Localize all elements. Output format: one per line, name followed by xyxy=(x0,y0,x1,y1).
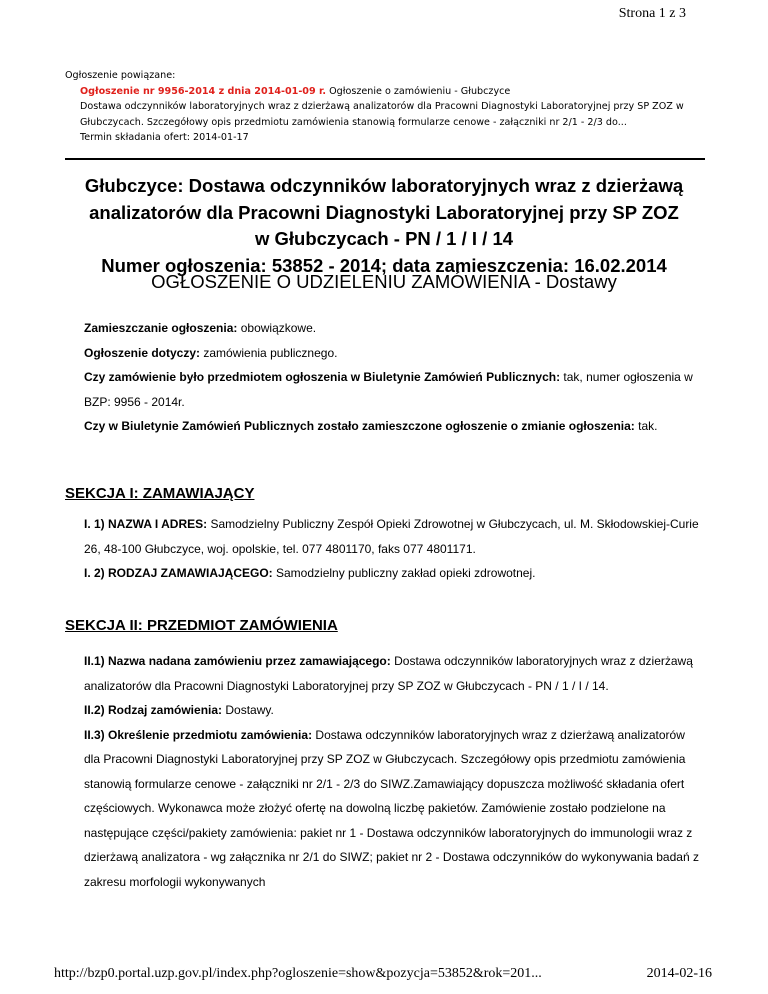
related-type: Ogłoszenie o zamówieniu - Głubczyce xyxy=(329,85,511,97)
section2-content xyxy=(84,649,704,894)
section2-item: II.3) Określenie przedmiotu zamówienia: Dostawa odczynników laboratoryjnych wraz z dzierżawą analizatorów dla Pracowni Diagnostyki Laboratoryjnej przy SP ZOZ w Głubczycach. Szczegółowy opis przedmiotu zamówienia stanowią formularze cenowe - załączniki nr 2/1 - 2/3 do SIWZ.Zamawiający dopuszcza możliwość składania ofert częściowych. Wykonawca może złożyć ofertę na dowolną liczbę pakietów. Zamówienie zostało podzielone na następujące części/pakiety zamówienia: pakiet nr 1 - Dostawa odczynników laboratoryjnych do immunologii wraz z dzierżawą analizatora - wg załącznika nr 2/1 do SIWZ; pakiet nr 2 - Dostawa odczynników do wykonywania badań z zakresu morfologii wykonywanych xyxy=(84,727,699,889)
general-item: Czy zamówienie było przedmiotem ogłoszenia w Biuletynie Zamówień Publicznych: tak, numer ogłoszenia w BZP: 9956 - 2014r. xyxy=(84,370,693,409)
general-item: Zamieszczanie ogłoszenia: obowiązkowe. xyxy=(84,321,317,335)
section1-item: I. 1) NAZWA I ADRES: Samodzielny Publiczny Zespół Opieki Zdrowotnej w Głubczycach, ul. M. Skłodowskiej-Curie 26, 48-100 Głubczyce, woj. opolskie, tel. 077 4801170, faks 077 4801171. xyxy=(84,517,699,556)
general-item: Ogłoszenie dotyczy: zamówienia publicznego. xyxy=(84,345,338,360)
section2-item: II.2) Rodzaj zamówienia: Dostawy. xyxy=(84,703,274,717)
section2-heading: SEKCJA II: PRZEDMIOT ZAMÓWIENIA xyxy=(65,617,338,634)
related-notice xyxy=(65,68,705,146)
related-label: Ogłoszenie powiązane: xyxy=(65,70,176,81)
notice-number: Numer ogłoszenia: 53852 - 2014; data zamieszczenia: 16.02.2014 xyxy=(101,254,667,276)
related-description: Dostawa odczynników laboratoryjnych wraz z dzierżawą analizatorów dla Pracowni Diagnostyki Laboratoryjnej przy SP ZOZ w Głubczycach. Szczegółowy opis przedmiotu zamówienia stanowią formularze cenowe - załączniki nr 2/1 - 2/3 do... xyxy=(80,101,684,128)
section1-item: I. 2) RODZAJ ZAMAWIAJĄCEGO: Samodzielny publiczny zakład opieki zdrowotnej. xyxy=(84,566,536,580)
page-title xyxy=(80,173,688,279)
section1-content xyxy=(84,512,704,586)
section2-item: II.1) Nazwa nadana zamówieniu przez zamawiającego: Dostawa odczynników laboratoryjnych wraz z dzierżawą analizatorów dla Pracowni Diagnostyki Laboratoryjnej przy SP ZOZ w Głubczycach - PN / 1 / I / 14. xyxy=(84,654,693,693)
footer-url[interactable]: http://bzp0.portal.uzp.gov.pl/index.php?ogloszenie=show&pozycja=53852&rok=201... xyxy=(54,966,542,981)
related-link[interactable]: Ogłoszenie nr 9956-2014 z dnia 2014-01-09 r. xyxy=(80,85,327,97)
notice-type: OGŁOSZENIE O UDZIELENIU ZAMÓWIENIA - Dostawy xyxy=(151,271,617,292)
divider xyxy=(65,158,705,160)
title-text: Głubczyce: Dostawa odczynników laboratoryjnych wraz z dzierżawą analizatorów dla Pracowni Diagnostyki Laboratoryjnej przy SP ZOZ w Głubczycach - PN / 1 / I / 14 xyxy=(84,175,684,249)
footer-date: 2014-02-16 xyxy=(646,966,712,981)
related-deadline: Termin składania ofert: 2014-01-17 xyxy=(80,132,249,144)
general-item: Czy w Biuletynie Zamówień Publicznych zostało zamieszczone ogłoszenie o zmianie ogłoszenia: tak. xyxy=(84,419,658,433)
page-header: Strona 1 z 3 xyxy=(618,6,686,21)
section1-heading: SEKCJA I: ZAMAWIAJĄCY xyxy=(65,485,255,502)
general-info xyxy=(84,316,704,439)
